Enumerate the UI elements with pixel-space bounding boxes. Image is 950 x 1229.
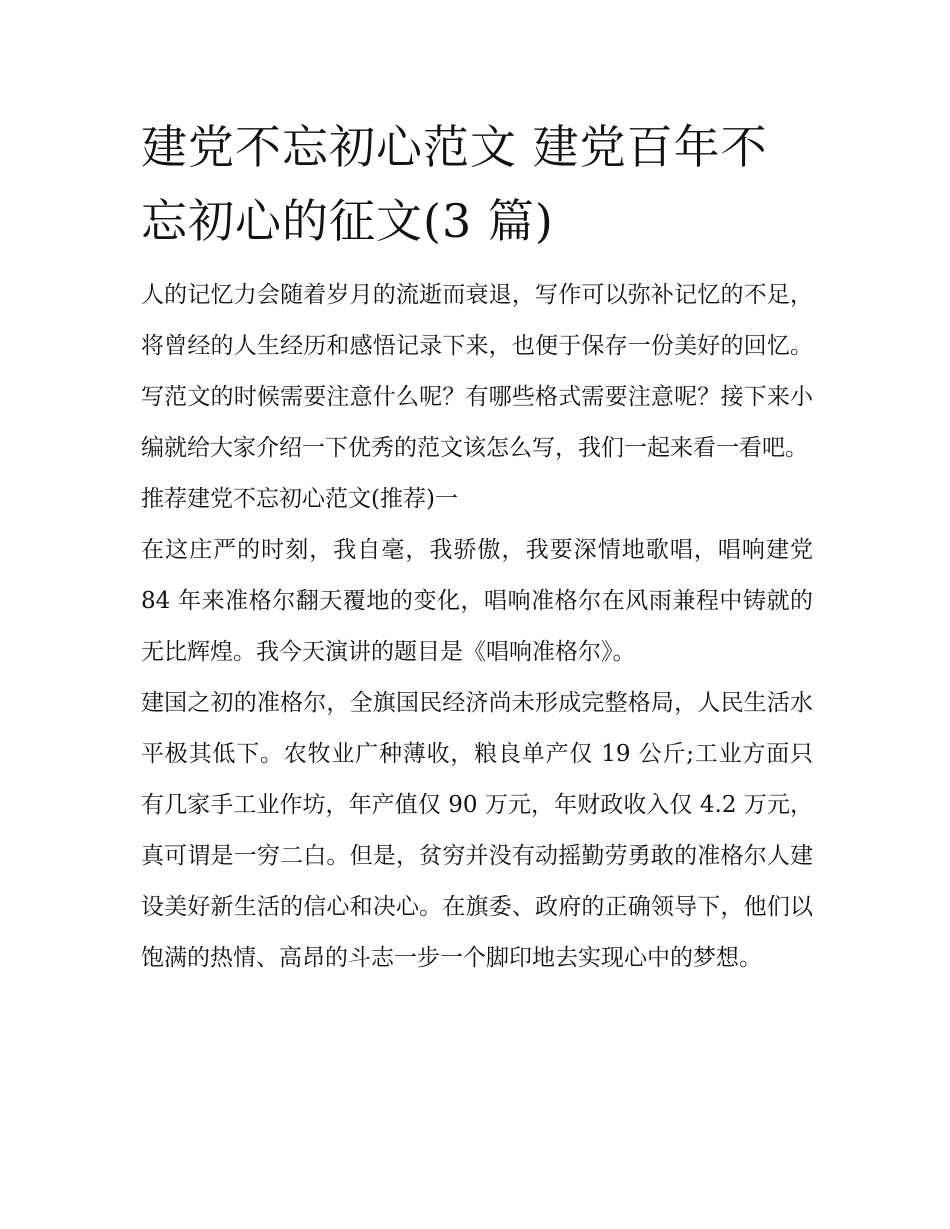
intro-paragraph: 人的记忆力会随着岁月的流逝而衰退，写作可以弥补记忆的不足，将曾经的人生经历和感悟记录下来，也便于保存一份美好的回忆。写范文的时候需要注意什么呢？有哪些格式需要注意呢？接下来小编就给大家介绍一下优秀的范文该怎么写，我们一起来看一看吧。 (141, 282, 813, 461)
document-title: 建党不忘初心范文 建党百年不忘初心的征文(3 篇) (141, 120, 768, 248)
body-paragraph-1: 在这庄严的时刻，我自毫，我骄傲，我要深情地歌唱，唱响建党 84 年来准格尔翻天覆地的变化，唱响准格尔在风雨兼程中铸就的无比辉煌。我今天演讲的题目是《唱响准格尔》。 (141, 537, 813, 665)
document-page (141, 110, 813, 984)
body-paragraph-2: 建国之初的准格尔，全旗国民经济尚未形成完整格局，人民生活水平极其低下。农牧业广种薄收，粮良单产仅 19 公斤;工业方面只有几家手工业作坊，年产值仅 90 万元，年财政收入仅 4.2 万元，真可谓是一穷二白。但是，贫穷并没有动摇勤劳勇敢的准格尔人建设美好新生活的信心和决心。在旗委、政府的正确领导下，他们以饱满的热情、高昂的斗志一步一个脚印地去实现心中的梦想。 (141, 690, 813, 971)
section-heading: 推荐建党不忘初心范文(推荐)一 (141, 486, 458, 512)
